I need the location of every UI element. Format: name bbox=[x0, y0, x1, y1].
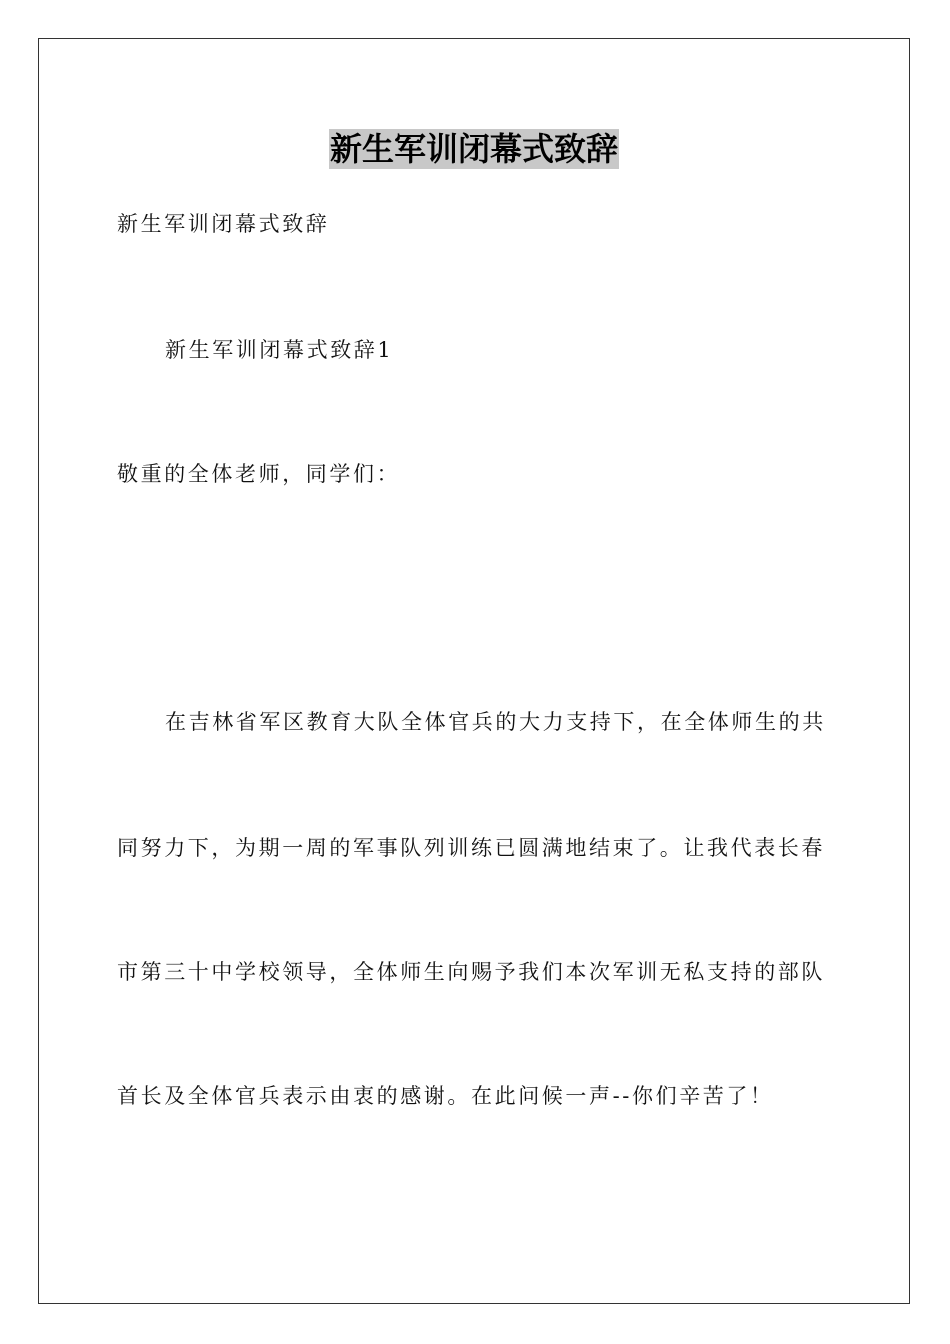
document-title: 新生军训闭幕式致辞 bbox=[329, 130, 618, 168]
document-page bbox=[38, 38, 910, 1304]
paragraph-line: 首长及全体官兵表示由衷的感谢。在此问候一声--你们辛苦了！ bbox=[117, 1084, 774, 1108]
paragraph-line: 在吉林省军区教育大队全体官兵的大力支持下，在全体师生的共 bbox=[165, 710, 826, 734]
paragraph-line: 同努力下，为期一周的军事队列训练已圆满地结束了。让我代表长春 bbox=[117, 836, 825, 860]
paragraph-line: 市第三十中学校领导，全体师生向赐予我们本次军训无私支持的部队 bbox=[117, 960, 825, 984]
salutation: 敬重的全体老师，同学们： bbox=[117, 462, 401, 486]
document-subtitle: 新生军训闭幕式致辞 bbox=[117, 212, 330, 236]
section-heading: 新生军训闭幕式致辞1 bbox=[165, 338, 394, 362]
title-container bbox=[39, 129, 909, 169]
